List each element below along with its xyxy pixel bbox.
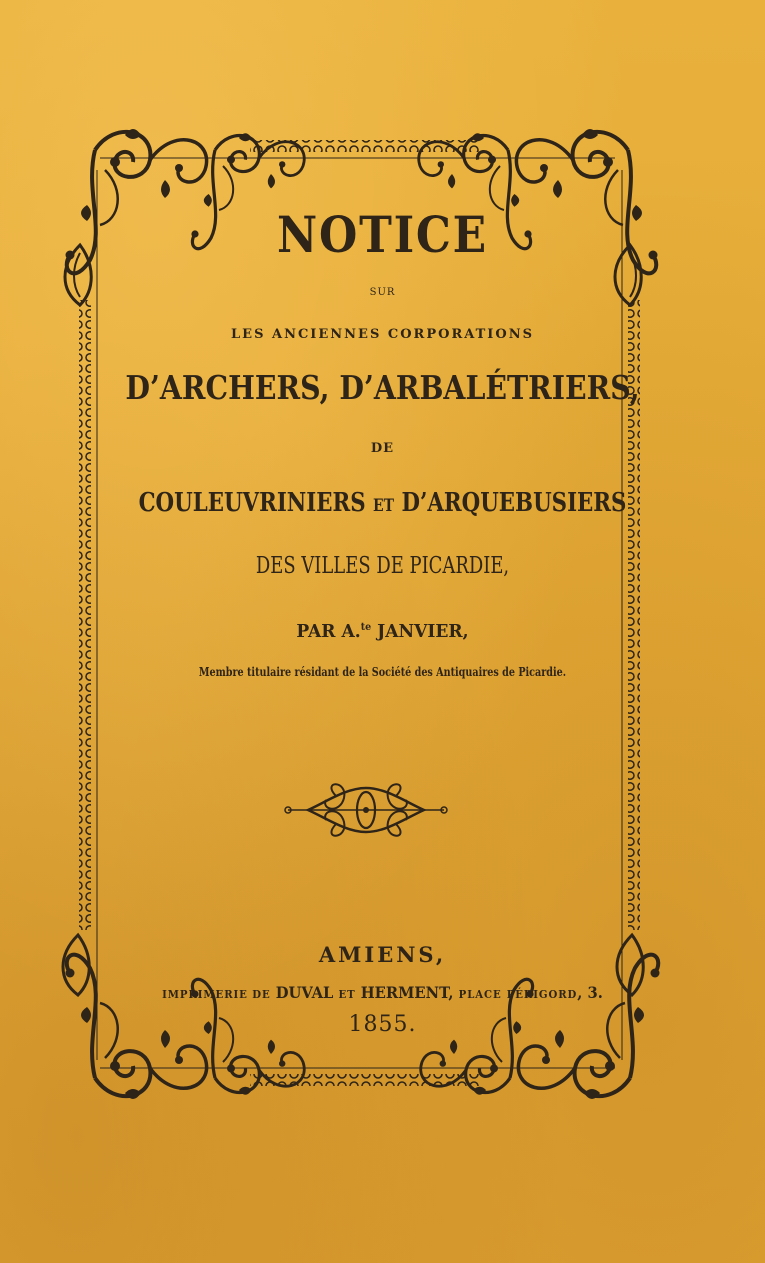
city: AMIENS, xyxy=(318,942,447,967)
subtitle-couleuvriniers xyxy=(69,488,696,518)
author-line xyxy=(19,621,746,642)
word-de: DE xyxy=(370,441,395,456)
subtitle-villes: DES VILLES DE PICARDIE, xyxy=(255,553,510,579)
couleuvriniers-text: COULEUVRINIERS xyxy=(138,488,366,518)
publication-year: 1855. xyxy=(348,1012,417,1037)
author-initial: A. xyxy=(341,621,361,642)
author-sup: te xyxy=(360,622,372,633)
printer-line xyxy=(31,983,735,1002)
imprimerie-prefix: IMPRIMERIE DE xyxy=(162,988,271,1001)
printer-herment: HERMENT, xyxy=(360,983,454,1002)
par-text: PAR xyxy=(296,621,336,642)
place-number: , 3. xyxy=(577,983,603,1002)
printer-et: ET xyxy=(338,988,356,1001)
subtitle-archers: D’ARCHERS, D’ARBALÉTRIERS, xyxy=(125,368,640,407)
title-notice: NOTICE xyxy=(276,205,488,264)
place-word: PLACE xyxy=(458,988,502,1001)
subtitle-corporations: LES ANCIENNES CORPORATIONS xyxy=(231,327,534,342)
place-name: PÉRIGORD xyxy=(506,988,578,1001)
word-sur: SUR xyxy=(369,287,396,298)
author-name: JANVIER, xyxy=(377,621,469,642)
author-affiliation: Membre titulaire résidant de la Société des Antiquaires de Picardie. xyxy=(198,665,567,679)
et-text: ET xyxy=(373,496,395,516)
arquebusiers-text: D’ARQUEBUSIERS xyxy=(401,488,627,518)
printer-duval: DUVAL xyxy=(275,983,334,1002)
